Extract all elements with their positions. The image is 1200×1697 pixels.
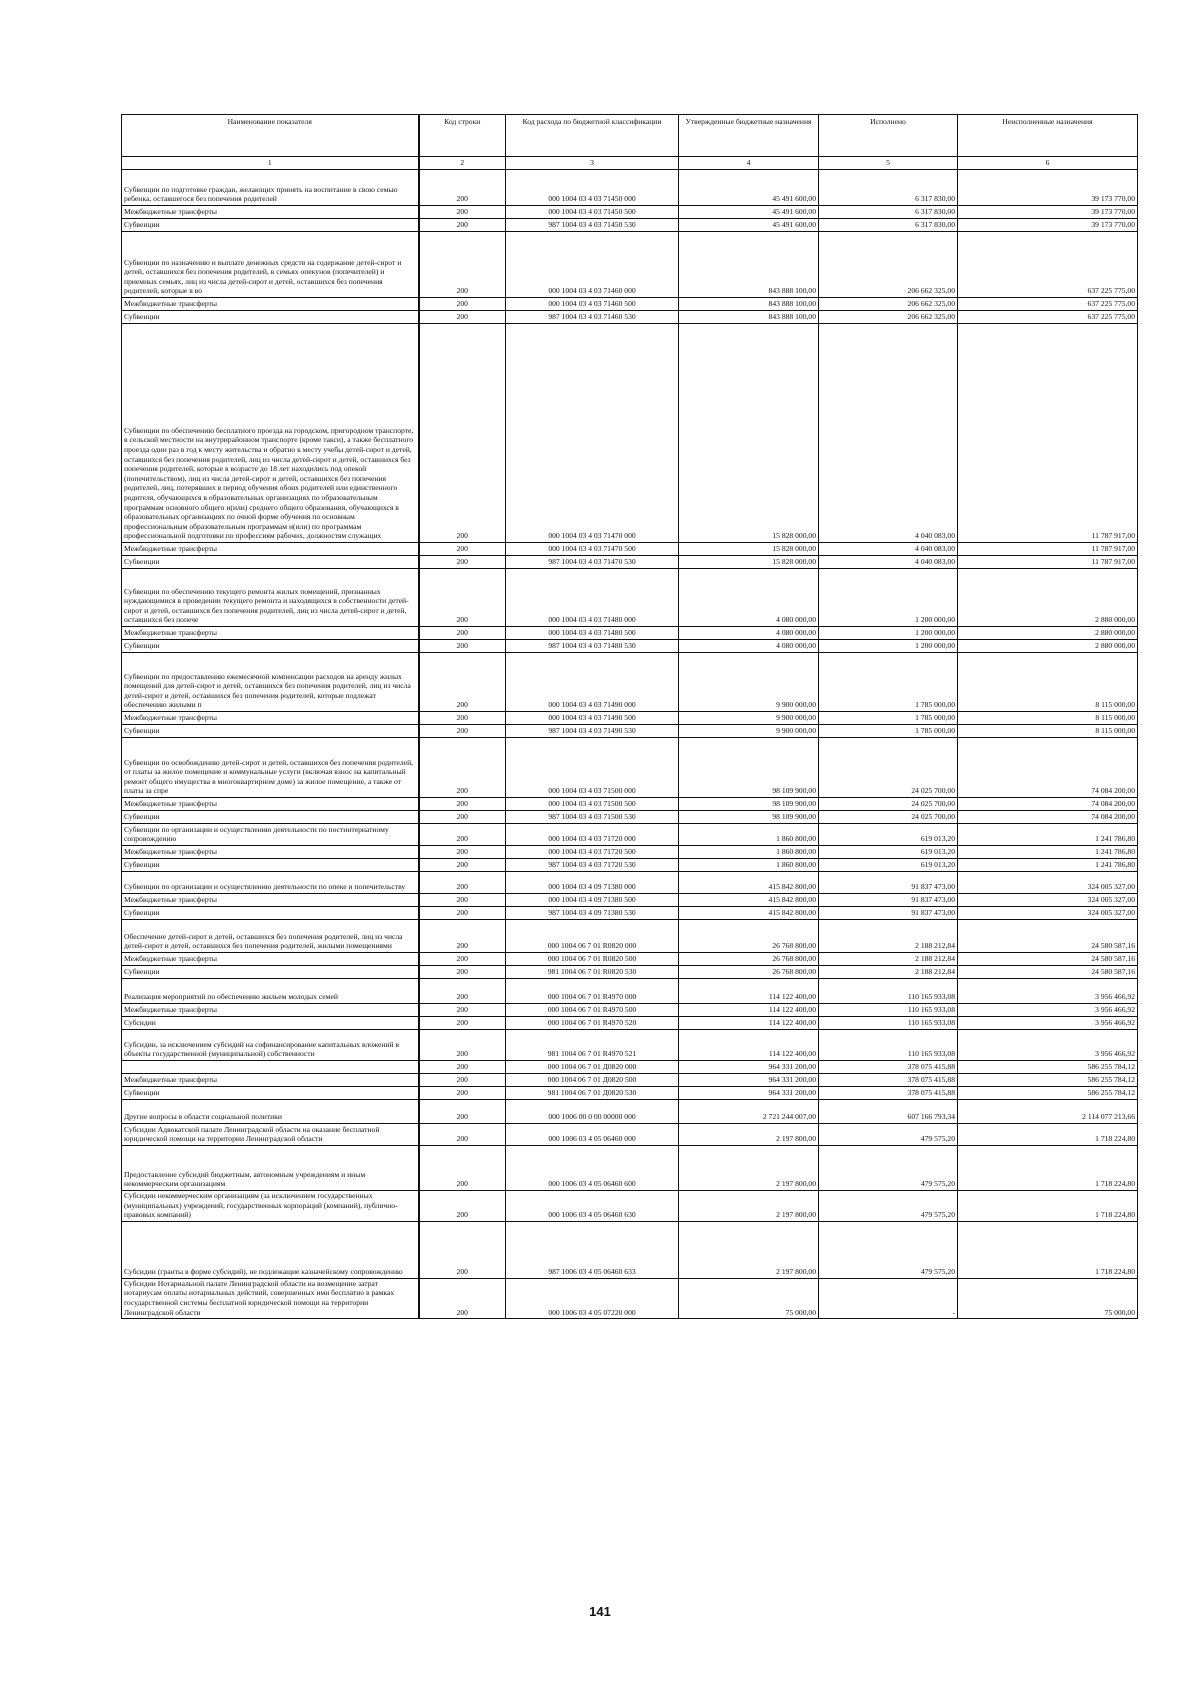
table-row xyxy=(122,979,1138,1004)
row-approved: 114 122 400,00 xyxy=(679,979,819,1004)
row-line-code: 200 xyxy=(419,1191,506,1222)
row-name: Субвенции xyxy=(122,640,419,653)
row-line-code: 200 xyxy=(419,738,506,798)
row-executed: 378 075 415,88 xyxy=(819,1087,958,1100)
row-name: Субсидии (гранты в форме субсидий), не подлежащие казначейскому сопровождению xyxy=(122,1221,419,1278)
row-unexecuted: 75 000,00 xyxy=(958,1278,1138,1318)
table-row xyxy=(122,640,1138,653)
row-name: Предоставление субсидий бюджетным, автономным учреждениям и иным некоммерческим организациям xyxy=(122,1146,419,1191)
row-unexecuted: 586 255 784,12 xyxy=(958,1087,1138,1100)
row-line-code: 200 xyxy=(419,627,506,640)
row-approved: 9 900 000,00 xyxy=(679,653,819,712)
table-row xyxy=(122,1061,1138,1074)
row-name: Субвенции по предоставлению ежемесячной компенсации расходов на аренду жилых помещений для детей-сирот и детей, оставшихся без попечения родителей, лиц из числа детей-сирот и детей, оставшихся без попечения родителей, которые подлежат обеспечению жилыми п xyxy=(122,653,419,712)
table-row xyxy=(122,569,1138,627)
header-approved: Утвержденные бюджетные назначения xyxy=(679,115,819,157)
header-name: Наименование показателя xyxy=(122,115,419,157)
row-unexecuted: 324 005 327,00 xyxy=(958,872,1138,894)
row-name: Межбюджетные трансферты xyxy=(122,846,419,859)
row-line-code: 200 xyxy=(419,1087,506,1100)
row-executed: 91 837 473,00 xyxy=(819,907,958,920)
table-row xyxy=(122,907,1138,920)
row-budget-code: 000 1004 06 7 01 R0820 500 xyxy=(506,953,679,966)
row-unexecuted: 637 225 775,00 xyxy=(958,298,1138,311)
row-line-code: 200 xyxy=(419,1017,506,1030)
row-executed: 1 200 000,00 xyxy=(819,569,958,627)
row-budget-code: 000 1004 03 4 03 71470 000 xyxy=(506,324,679,543)
row-executed: 619 013,20 xyxy=(819,824,958,846)
row-line-code: 200 xyxy=(419,1221,506,1278)
table-row xyxy=(122,1087,1138,1100)
row-unexecuted: 586 255 784,12 xyxy=(958,1061,1138,1074)
row-budget-code: 000 1004 06 7 01 Д0820 000 xyxy=(506,1061,679,1074)
row-approved: 2 197 800,00 xyxy=(679,1124,819,1146)
row-approved: 1 860 800,00 xyxy=(679,846,819,859)
row-name: Реализация мероприятий по обеспечению жильем молодых семей xyxy=(122,979,419,1004)
row-unexecuted: 637 225 775,00 xyxy=(958,311,1138,324)
row-line-code: 200 xyxy=(419,811,506,824)
row-unexecuted: 3 956 466,92 xyxy=(958,1017,1138,1030)
row-line-code: 200 xyxy=(419,846,506,859)
row-executed: 619 013,20 xyxy=(819,846,958,859)
row-name: Субвенции по обеспечению текущего ремонта жилых помещений, признанных нуждающимися в проведении текущего ремонта и находящихся в собственности детей-сирот и детей, оставшихся без попечения родителей, лиц из числа детей-сирот и детей, оставшихся без попече xyxy=(122,569,419,627)
header-budget-code: Код расхода по бюджетной классификации xyxy=(506,115,679,157)
table-row xyxy=(122,824,1138,846)
row-budget-code: 987 1004 03 4 09 71380 530 xyxy=(506,907,679,920)
row-line-code: 200 xyxy=(419,953,506,966)
row-executed: 4 040 083,00 xyxy=(819,543,958,556)
table-row xyxy=(122,298,1138,311)
row-line-code: 200 xyxy=(419,556,506,569)
row-approved: 26 768 800,00 xyxy=(679,953,819,966)
row-line-code: 200 xyxy=(419,966,506,979)
row-name: Межбюджетные трансферты xyxy=(122,206,419,219)
header-row xyxy=(122,115,1138,157)
table-row xyxy=(122,920,1138,953)
row-unexecuted: 74 084 200,00 xyxy=(958,738,1138,798)
row-budget-code: 000 1004 03 4 03 71720 000 xyxy=(506,824,679,846)
row-line-code: 200 xyxy=(419,798,506,811)
row-unexecuted: 3 956 466,92 xyxy=(958,1030,1138,1061)
row-line-code: 200 xyxy=(419,824,506,846)
row-budget-code: 000 1004 03 4 03 71480 500 xyxy=(506,627,679,640)
row-unexecuted: 2 114 077 213,66 xyxy=(958,1100,1138,1124)
row-budget-code: 000 1004 03 4 03 71460 500 xyxy=(506,298,679,311)
row-unexecuted: 2 880 000,00 xyxy=(958,640,1138,653)
row-unexecuted: 24 580 587,16 xyxy=(958,953,1138,966)
row-executed: 110 165 933,08 xyxy=(819,1030,958,1061)
column-number: 5 xyxy=(819,157,958,170)
row-unexecuted: 11 787 917,00 xyxy=(958,324,1138,543)
row-unexecuted: 637 225 775,00 xyxy=(958,232,1138,298)
row-executed: 91 837 473,00 xyxy=(819,872,958,894)
row-approved: 415 842 800,00 xyxy=(679,894,819,907)
row-unexecuted: 8 115 000,00 xyxy=(958,725,1138,738)
row-approved: 114 122 400,00 xyxy=(679,1004,819,1017)
row-approved: 15 828 000,00 xyxy=(679,324,819,543)
row-approved: 2 197 800,00 xyxy=(679,1146,819,1191)
row-approved: 75 000,00 xyxy=(679,1278,819,1318)
column-number-row xyxy=(122,157,1138,170)
row-approved: 114 122 400,00 xyxy=(679,1017,819,1030)
row-approved: 2 197 800,00 xyxy=(679,1221,819,1278)
row-name: Субвенции xyxy=(122,1087,419,1100)
row-approved: 964 331 200,00 xyxy=(679,1061,819,1074)
table-row xyxy=(122,859,1138,872)
table-row xyxy=(122,953,1138,966)
row-line-code: 200 xyxy=(419,1074,506,1087)
row-line-code: 200 xyxy=(419,1100,506,1124)
table-row xyxy=(122,712,1138,725)
row-executed: 110 165 933,08 xyxy=(819,1017,958,1030)
row-budget-code: 981 1004 06 7 01 Д0820 530 xyxy=(506,1087,679,1100)
row-executed: 6 317 830,00 xyxy=(819,219,958,232)
table-row xyxy=(122,170,1138,206)
row-budget-code: 987 1004 03 4 03 71720 530 xyxy=(506,859,679,872)
row-approved: 4 080 000,00 xyxy=(679,627,819,640)
row-budget-code: 000 1004 03 4 03 71490 500 xyxy=(506,712,679,725)
row-name xyxy=(122,1061,419,1074)
row-unexecuted: 2 880 000,00 xyxy=(958,627,1138,640)
row-name: Субвенции xyxy=(122,811,419,824)
row-name: Субвенции по организации и осуществлению деятельности по опеке и попечительству xyxy=(122,872,419,894)
row-budget-code: 000 1004 03 4 09 71380 500 xyxy=(506,894,679,907)
table-row xyxy=(122,1074,1138,1087)
row-budget-code: 000 1004 03 4 03 71500 500 xyxy=(506,798,679,811)
row-line-code: 200 xyxy=(419,894,506,907)
row-executed: 206 662 325,00 xyxy=(819,311,958,324)
row-budget-code: 000 1004 06 7 01 R4970 520 xyxy=(506,1017,679,1030)
row-executed: 619 013,20 xyxy=(819,859,958,872)
row-name: Субвенции по освобождению детей-сирот и детей, оставшихся без попечения родителей, от платы за жилое помещение и коммунальные услуги (включая взнос на капитальный ремонт общего имущества в многоквартирном доме) за жилое помещение, а также от платы за спре xyxy=(122,738,419,798)
row-line-code: 200 xyxy=(419,653,506,712)
table-row xyxy=(122,738,1138,798)
row-unexecuted: 74 084 200,00 xyxy=(958,811,1138,824)
row-line-code: 200 xyxy=(419,725,506,738)
row-line-code: 200 xyxy=(419,872,506,894)
row-executed: 6 317 830,00 xyxy=(819,206,958,219)
row-executed: 1 785 000,00 xyxy=(819,712,958,725)
row-name: Субвенции по обеспечению бесплатного проезда на городском, пригородном транспорте, в сельской местности на внутрирайонном транспорте (кроме такси), а также бесплатного проезда один раз в год к месту жительства и обратно к месту учебы детей-сирот и детей, оставшихся без попечения родителей, лиц из числа детей-сирот и детей, оставшихся без попечения родителей, которые в возрасте до 18 лет находились под опекой (попечительством), лиц из числа детей-сирот и детей, оставшихся без попечения родителей, лиц, потерявших в период обучения обоих родителей или единственного родителя, обучающихся в образовательных организациях по образовательным программам основного общего и(или) среднего общего образования, обучающихся в образовательных организациях по очной форме обучения по основным профессиональным образовательным программам и(или) по программам профессиональной подготовки по профессиям рабочих, должностям служащих xyxy=(122,324,419,543)
row-budget-code: 000 1006 03 4 05 07220 000 xyxy=(506,1278,679,1318)
row-budget-code: 987 1004 03 4 03 71490 530 xyxy=(506,725,679,738)
row-approved: 15 828 000,00 xyxy=(679,556,819,569)
row-executed: 24 025 700,00 xyxy=(819,738,958,798)
row-executed: 24 025 700,00 xyxy=(819,811,958,824)
row-approved: 98 109 900,00 xyxy=(679,798,819,811)
row-unexecuted: 24 580 587,16 xyxy=(958,920,1138,953)
row-unexecuted: 8 115 000,00 xyxy=(958,653,1138,712)
row-name: Субсидии некоммерческим организациям (за исключением государственных (муниципальных) учреждений, государственных корпораций (компаний), публично-правовых компаний) xyxy=(122,1191,419,1222)
row-unexecuted: 1 718 224,80 xyxy=(958,1191,1138,1222)
row-unexecuted: 39 173 770,00 xyxy=(958,206,1138,219)
row-unexecuted: 1 241 786,80 xyxy=(958,859,1138,872)
row-approved: 2 197 800,00 xyxy=(679,1191,819,1222)
row-unexecuted: 3 956 466,92 xyxy=(958,979,1138,1004)
row-approved: 26 768 800,00 xyxy=(679,966,819,979)
row-unexecuted: 1 718 224,80 xyxy=(958,1146,1138,1191)
row-unexecuted: 324 005 327,00 xyxy=(958,907,1138,920)
table-row xyxy=(122,1004,1138,1017)
row-budget-code: 981 1004 06 7 01 R0820 530 xyxy=(506,966,679,979)
row-approved: 415 842 800,00 xyxy=(679,907,819,920)
row-name: Субвенции по подготовке граждан, желающих принять на воспитание в свою семью ребенка, оставшегося без попечения родителей xyxy=(122,170,419,206)
row-line-code: 200 xyxy=(419,979,506,1004)
row-line-code: 200 xyxy=(419,543,506,556)
row-line-code: 200 xyxy=(419,859,506,872)
row-unexecuted: 1 718 224,80 xyxy=(958,1124,1138,1146)
header-executed: Исполнено xyxy=(819,115,958,157)
row-executed: 378 075 415,88 xyxy=(819,1061,958,1074)
row-budget-code: 000 1004 03 4 03 71720 500 xyxy=(506,846,679,859)
row-approved: 9 900 000,00 xyxy=(679,712,819,725)
row-budget-code: 000 1004 03 4 03 71450 500 xyxy=(506,206,679,219)
row-name: Субвенции xyxy=(122,966,419,979)
row-budget-code: 000 1006 03 4 05 06460 000 xyxy=(506,1124,679,1146)
row-approved: 843 888 100,00 xyxy=(679,298,819,311)
row-approved: 4 080 000,00 xyxy=(679,640,819,653)
row-line-code: 200 xyxy=(419,1030,506,1061)
row-name: Межбюджетные трансферты xyxy=(122,627,419,640)
row-approved: 45 491 600,00 xyxy=(679,170,819,206)
row-line-code: 200 xyxy=(419,640,506,653)
row-approved: 843 888 100,00 xyxy=(679,232,819,298)
row-approved: 415 842 800,00 xyxy=(679,872,819,894)
table-row xyxy=(122,1278,1138,1318)
table-row xyxy=(122,872,1138,894)
row-unexecuted: 3 956 466,92 xyxy=(958,1004,1138,1017)
row-name: Субвенции по организации и осуществлению деятельности по постинтернатному сопровождению xyxy=(122,824,419,846)
row-budget-code: 987 1006 03 4 05 06460 633 xyxy=(506,1221,679,1278)
row-executed: 479 575,20 xyxy=(819,1191,958,1222)
row-unexecuted: 39 173 770,00 xyxy=(958,170,1138,206)
row-name: Субвенции xyxy=(122,219,419,232)
table-row xyxy=(122,324,1138,543)
row-executed: 110 165 933,08 xyxy=(819,1004,958,1017)
table-row xyxy=(122,798,1138,811)
row-name: Субсидии Адвокатской палате Ленинградской области на оказание бесплатной юридической помощи на территории Ленинградской области xyxy=(122,1124,419,1146)
table-row xyxy=(122,1146,1138,1191)
row-name: Субвенции по назначению и выплате денежных средств на содержание детей-сирот и детей, оставшихся без попечения родителей, в семьях опекунов (попечителей) и приемных семьях, лиц из числа детей-сирот и детей, оставшихся без попечения родителей, которые в во xyxy=(122,232,419,298)
row-budget-code: 000 1006 03 4 05 06460 630 xyxy=(506,1191,679,1222)
row-budget-code: 000 1004 03 4 03 71480 000 xyxy=(506,569,679,627)
row-name: Субсидии, за исключением субсидий на софинансирование капитальных вложений в объекты государственной (муниципальной) собственности xyxy=(122,1030,419,1061)
row-approved: 843 888 100,00 xyxy=(679,311,819,324)
row-name: Межбюджетные трансферты xyxy=(122,712,419,725)
table-row xyxy=(122,811,1138,824)
row-budget-code: 987 1004 03 4 03 71450 530 xyxy=(506,219,679,232)
row-budget-code: 000 1006 03 4 05 06460 600 xyxy=(506,1146,679,1191)
row-budget-code: 000 1004 06 7 01 Д0820 500 xyxy=(506,1074,679,1087)
row-approved: 15 828 000,00 xyxy=(679,543,819,556)
header-line-code: Код строки xyxy=(419,115,506,157)
row-line-code: 200 xyxy=(419,1146,506,1191)
table-row xyxy=(122,894,1138,907)
row-executed: 1 200 000,00 xyxy=(819,640,958,653)
row-approved: 98 109 900,00 xyxy=(679,738,819,798)
row-name: Межбюджетные трансферты xyxy=(122,1004,419,1017)
row-name: Субвенции xyxy=(122,859,419,872)
row-approved: 98 109 900,00 xyxy=(679,811,819,824)
row-executed: 24 025 700,00 xyxy=(819,798,958,811)
table-row xyxy=(122,1017,1138,1030)
row-approved: 45 491 600,00 xyxy=(679,206,819,219)
row-executed: 479 575,20 xyxy=(819,1221,958,1278)
row-line-code: 200 xyxy=(419,920,506,953)
row-line-code: 200 xyxy=(419,324,506,543)
row-approved: 4 080 000,00 xyxy=(679,569,819,627)
row-budget-code: 000 1004 03 4 03 71490 000 xyxy=(506,653,679,712)
row-budget-code: 000 1004 03 4 03 71470 500 xyxy=(506,543,679,556)
row-approved: 964 331 200,00 xyxy=(679,1087,819,1100)
row-line-code: 200 xyxy=(419,232,506,298)
table-row xyxy=(122,543,1138,556)
row-executed: 4 040 083,00 xyxy=(819,324,958,543)
row-executed: 206 662 325,00 xyxy=(819,298,958,311)
row-line-code: 200 xyxy=(419,170,506,206)
row-budget-code: 000 1004 06 7 01 R0820 000 xyxy=(506,920,679,953)
row-executed: 6 317 830,00 xyxy=(819,170,958,206)
row-unexecuted: 11 787 917,00 xyxy=(958,543,1138,556)
report-sheet xyxy=(121,114,1137,1319)
row-unexecuted: 8 115 000,00 xyxy=(958,712,1138,725)
row-line-code: 200 xyxy=(419,206,506,219)
row-name: Субсидии xyxy=(122,1017,419,1030)
row-name: Другие вопросы в области социальной политики xyxy=(122,1100,419,1124)
row-line-code: 200 xyxy=(419,907,506,920)
row-unexecuted: 39 173 770,00 xyxy=(958,219,1138,232)
row-executed: 2 188 212,84 xyxy=(819,920,958,953)
row-line-code: 200 xyxy=(419,1278,506,1318)
row-approved: 964 331 200,00 xyxy=(679,1074,819,1087)
row-name: Субвенции xyxy=(122,725,419,738)
table-row xyxy=(122,1191,1138,1222)
table-row xyxy=(122,627,1138,640)
row-executed: 2 188 212,84 xyxy=(819,966,958,979)
page-number: 141 xyxy=(589,1604,611,1619)
row-unexecuted: 1 241 786,80 xyxy=(958,824,1138,846)
row-line-code: 200 xyxy=(419,298,506,311)
table-row xyxy=(122,311,1138,324)
row-name: Обеспечение детей-сирот и детей, оставшихся без попечения родителей, лиц из числа детей-сирот и детей, оставшихся без попечения родителей, жилыми помещениями xyxy=(122,920,419,953)
row-budget-code: 000 1006 00 0 00 00000 000 xyxy=(506,1100,679,1124)
row-line-code: 200 xyxy=(419,569,506,627)
row-name: Межбюджетные трансферты xyxy=(122,298,419,311)
row-name: Субвенции xyxy=(122,556,419,569)
column-number: 1 xyxy=(122,157,419,170)
table-row xyxy=(122,653,1138,712)
row-executed: 110 165 933,08 xyxy=(819,979,958,1004)
column-number: 6 xyxy=(958,157,1138,170)
row-budget-code: 000 1004 06 7 01 R4970 000 xyxy=(506,979,679,1004)
row-name: Субсидии Нотариальной палате Ленинградской области на возмещение затрат нотариусам оплаты нотариальных действий, совершенных ими бесплатно в рамках государственной системы бесплатной юридической помощи на территории Ленинградской области xyxy=(122,1278,419,1318)
row-budget-code: 000 1004 06 7 01 R4970 500 xyxy=(506,1004,679,1017)
row-name: Межбюджетные трансферты xyxy=(122,1074,419,1087)
row-line-code: 200 xyxy=(419,311,506,324)
table-body xyxy=(122,170,1138,1319)
row-approved: 45 491 600,00 xyxy=(679,219,819,232)
row-executed: 479 575,20 xyxy=(819,1124,958,1146)
row-name: Межбюджетные трансферты xyxy=(122,953,419,966)
table-row xyxy=(122,1030,1138,1061)
row-unexecuted: 74 084 200,00 xyxy=(958,798,1138,811)
row-budget-code: 000 1004 03 4 03 71450 000 xyxy=(506,170,679,206)
row-executed: 479 575,20 xyxy=(819,1146,958,1191)
table-row xyxy=(122,1221,1138,1278)
row-approved: 1 860 800,00 xyxy=(679,859,819,872)
row-unexecuted: 11 787 917,00 xyxy=(958,556,1138,569)
table-row xyxy=(122,219,1138,232)
row-executed: 607 166 793,34 xyxy=(819,1100,958,1124)
row-executed: 2 188 212,84 xyxy=(819,953,958,966)
row-executed: 378 075 415,88 xyxy=(819,1074,958,1087)
column-number: 3 xyxy=(506,157,679,170)
table-row xyxy=(122,206,1138,219)
table-row xyxy=(122,556,1138,569)
row-line-code: 200 xyxy=(419,1004,506,1017)
row-name: Межбюджетные трансферты xyxy=(122,543,419,556)
row-line-code: 200 xyxy=(419,1061,506,1074)
row-unexecuted: 586 255 784,12 xyxy=(958,1074,1138,1087)
row-approved: 26 768 800,00 xyxy=(679,920,819,953)
row-budget-code: 000 1004 03 4 03 71500 000 xyxy=(506,738,679,798)
table-row xyxy=(122,1124,1138,1146)
table-row xyxy=(122,1100,1138,1124)
budget-execution-table xyxy=(121,114,1138,1319)
row-executed: 1 785 000,00 xyxy=(819,653,958,712)
row-unexecuted: 324 005 327,00 xyxy=(958,894,1138,907)
row-unexecuted: 1 718 224,80 xyxy=(958,1221,1138,1278)
row-budget-code: 987 1004 03 4 03 71480 530 xyxy=(506,640,679,653)
row-budget-code: 000 1004 03 4 03 71460 000 xyxy=(506,232,679,298)
row-unexecuted: 24 580 587,16 xyxy=(958,966,1138,979)
row-name: Межбюджетные трансферты xyxy=(122,894,419,907)
row-executed: 1 200 000,00 xyxy=(819,627,958,640)
row-executed: 206 662 325,00 xyxy=(819,232,958,298)
row-executed: 1 785 000,00 xyxy=(819,725,958,738)
row-approved: 1 860 800,00 xyxy=(679,824,819,846)
row-executed: 91 837 473,00 xyxy=(819,894,958,907)
row-line-code: 200 xyxy=(419,1124,506,1146)
row-line-code: 200 xyxy=(419,712,506,725)
column-number: 2 xyxy=(419,157,506,170)
column-number: 4 xyxy=(679,157,819,170)
header-unexecuted: Неисполненные назначения xyxy=(958,115,1138,157)
row-budget-code: 987 1004 03 4 03 71460 530 xyxy=(506,311,679,324)
table-row xyxy=(122,232,1138,298)
table-row xyxy=(122,725,1138,738)
row-budget-code: 987 1004 03 4 03 71500 530 xyxy=(506,811,679,824)
row-name: Субвенции xyxy=(122,907,419,920)
row-executed: - xyxy=(819,1278,958,1318)
row-budget-code: 000 1004 03 4 09 71380 000 xyxy=(506,872,679,894)
row-approved: 9 900 000,00 xyxy=(679,725,819,738)
row-approved: 114 122 400,00 xyxy=(679,1030,819,1061)
row-unexecuted: 2 880 000,00 xyxy=(958,569,1138,627)
row-unexecuted: 1 241 786,80 xyxy=(958,846,1138,859)
row-line-code: 200 xyxy=(419,219,506,232)
row-approved: 2 721 244 007,00 xyxy=(679,1100,819,1124)
table-row xyxy=(122,846,1138,859)
row-budget-code: 981 1004 06 7 01 R4970 521 xyxy=(506,1030,679,1061)
row-name: Субвенции xyxy=(122,311,419,324)
row-budget-code: 987 1004 03 4 03 71470 530 xyxy=(506,556,679,569)
row-name: Межбюджетные трансферты xyxy=(122,798,419,811)
table-row xyxy=(122,966,1138,979)
row-executed: 4 040 083,00 xyxy=(819,556,958,569)
